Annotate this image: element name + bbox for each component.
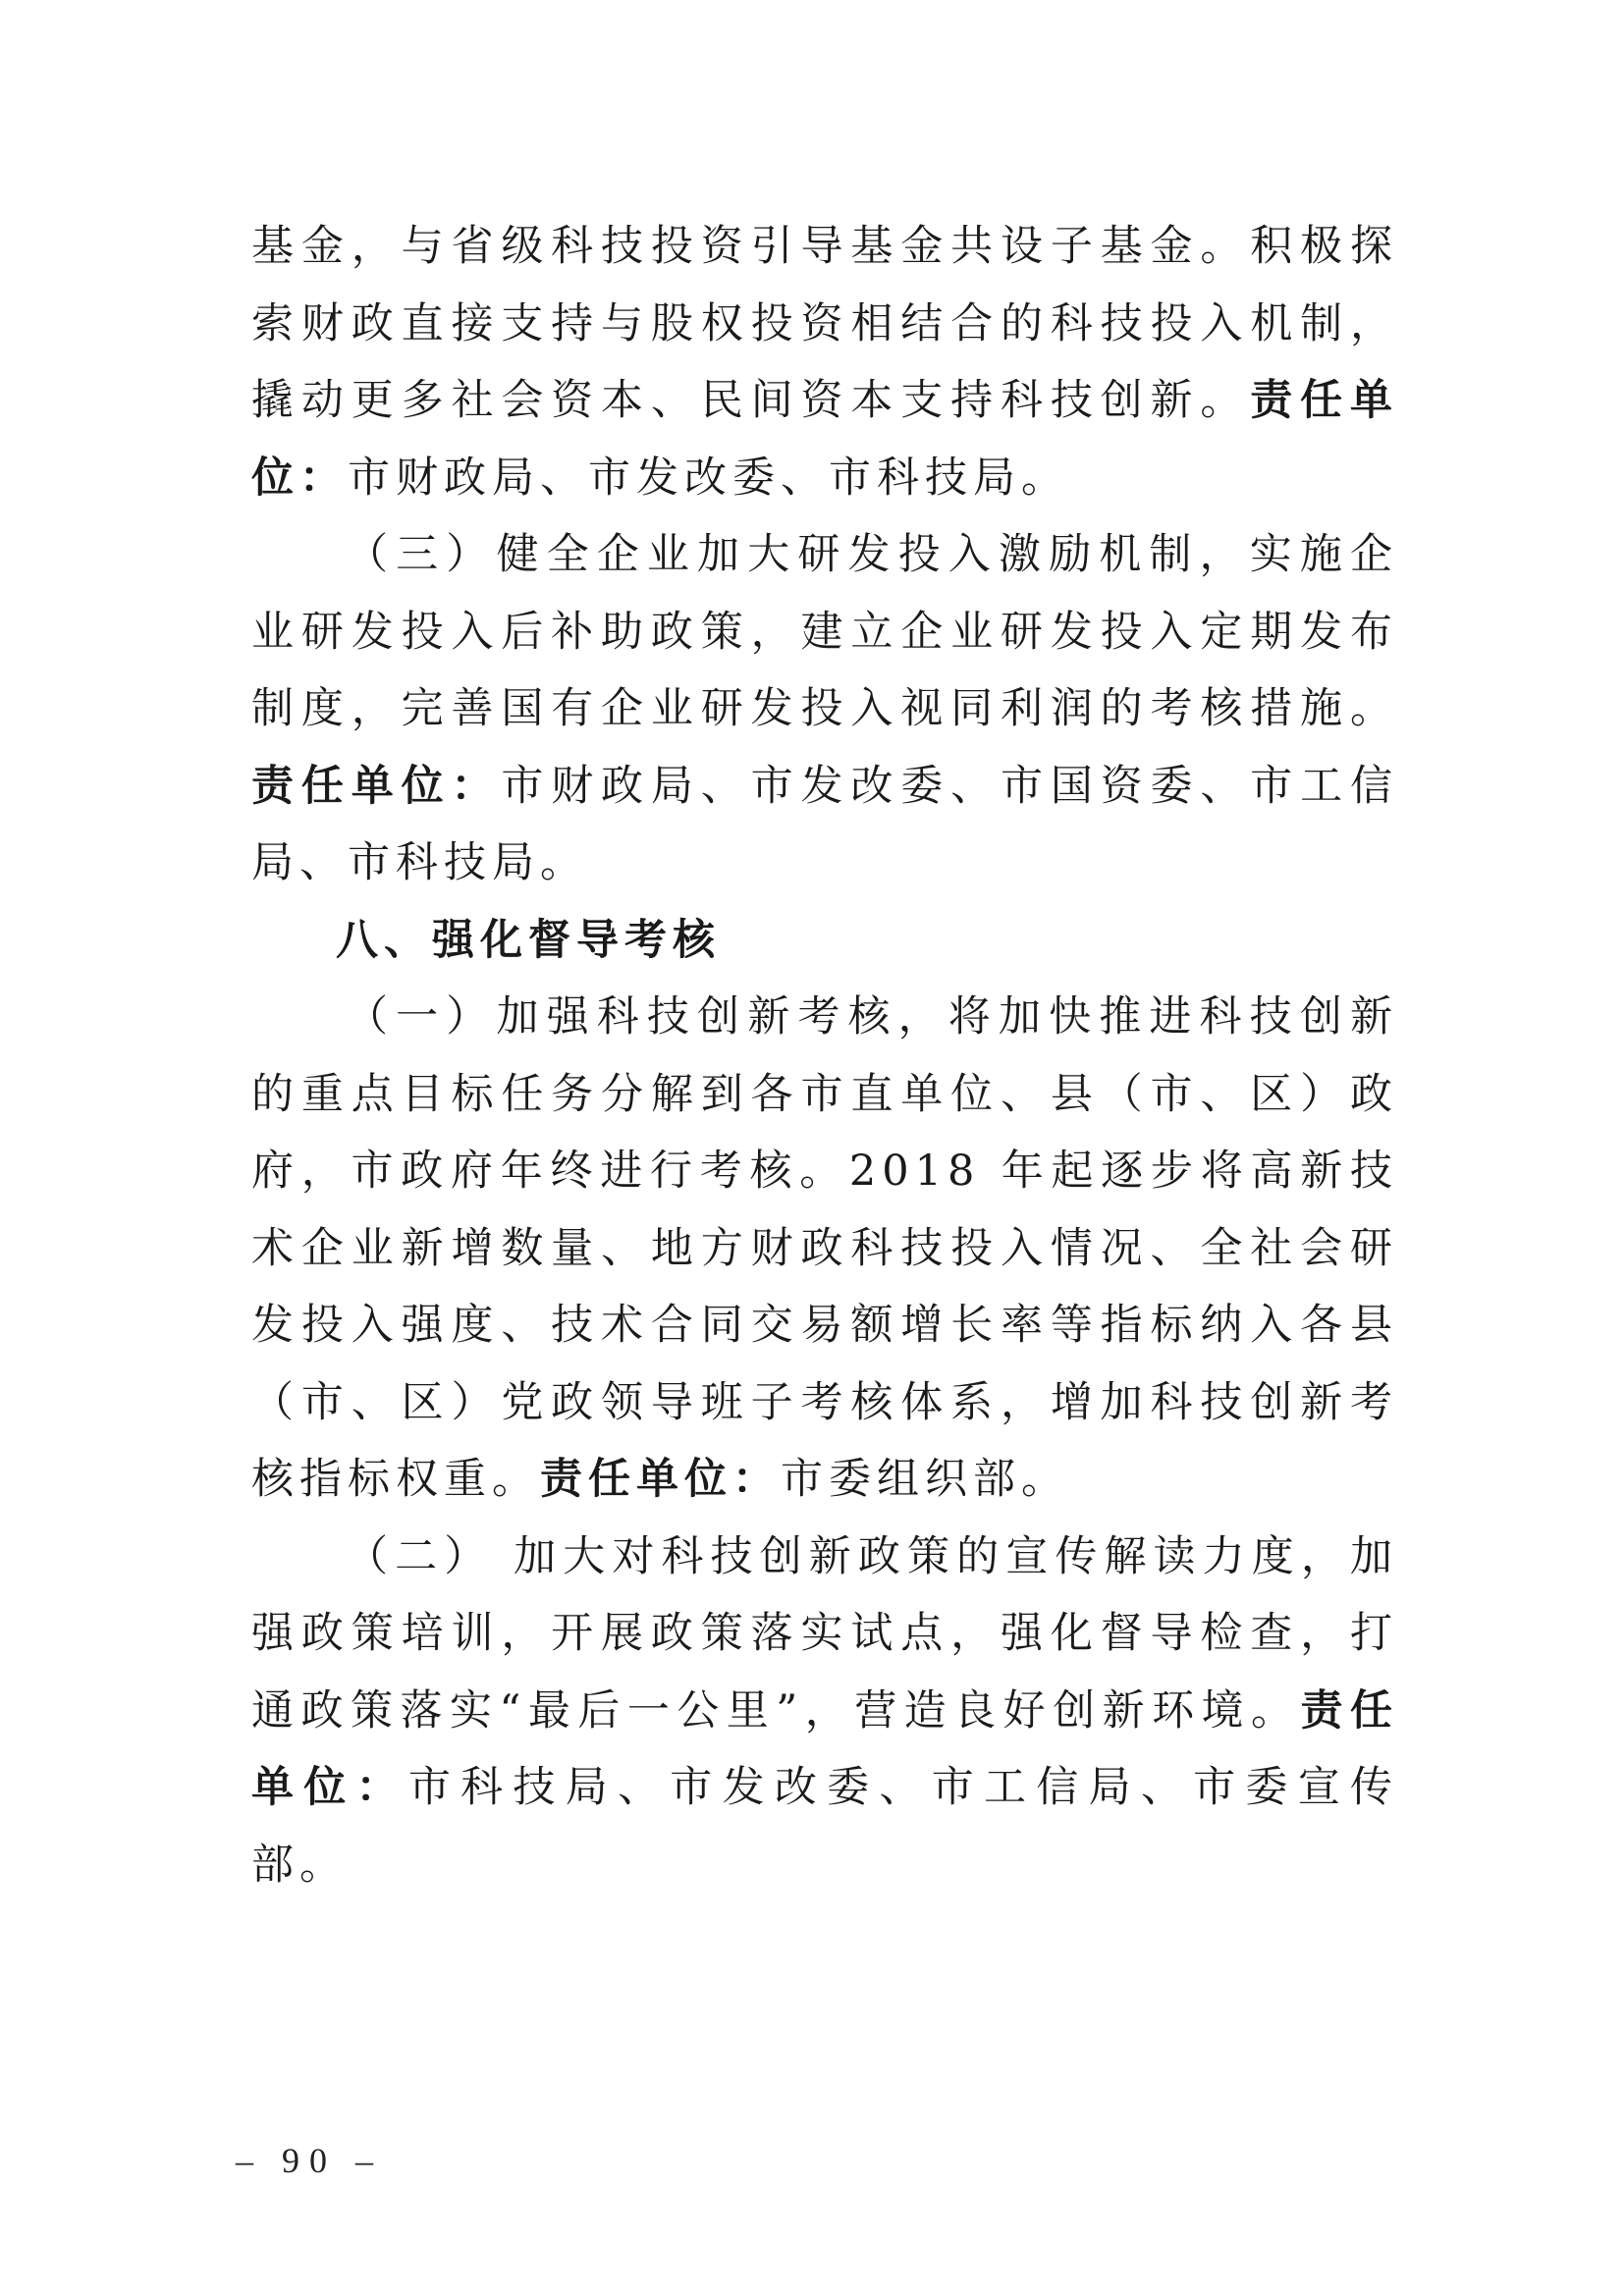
paragraph-text: （二） 加大对科技创新政策的宣传解读力度，加强政策培训，开展政策落实试点，强化督导检查，打通政策落实“最后一公里”，营造良好创新环境。 [251,1531,1398,1735]
paragraph-text: 基金，与省级科技投资引导基金共设子基金。积极探索财政直接支持与股权投资相结合的科技投入机制，撬动更多社会资本、民间资本支持科技创新。 [251,222,1398,425]
paragraph-text: （三）健全企业加大研发投入激励机制，实施企业研发投入后补助政策，建立企业研发投入定期发布制度，完善国有企业研发投入视同利润的考核措施。 [251,530,1398,733]
paragraph-section-item-1 [251,979,1398,1519]
document-body [251,208,1398,1903]
responsibility-units: 市科技局、市发改委、市工信局、市委宣传部。 [251,1763,1399,1890]
paragraph-text: （一）加强科技创新考核，将加快推进科技创新的重点目标任务分解到各市直单位、县（市、区）政府，市政府年终进行考核。2018 年起逐步将高新技术企业新增数量、地方财政科技投入情况、全社会研发投入强度、技术合同交易额增长率等指标纳入各县（市、区）党政领导班子考核体系，增加科技创新考核指标权重。 [251,992,1398,1504]
responsibility-units: 市财政局、市发改委、市国资委、市工信局、市科技局。 [251,761,1399,887]
responsibility-label: 责任单位： [251,761,502,811]
responsibility-label: 责任单位： [251,1685,1399,1812]
responsibility-label: 责任单位： [251,376,1399,503]
paragraph-section-item-2 [251,1519,1398,1904]
paragraph-item-3 [251,516,1398,902]
page-number: – 90 – [236,2141,383,2180]
responsibility-units: 市财政局、市发改委、市科技局。 [348,453,1069,503]
responsibility-label: 责任单位： [540,1455,781,1504]
responsibility-units: 市委组织部。 [781,1455,1069,1504]
paragraph-fund [251,208,1398,516]
section-heading: 八、强化督导考核 [336,915,721,965]
